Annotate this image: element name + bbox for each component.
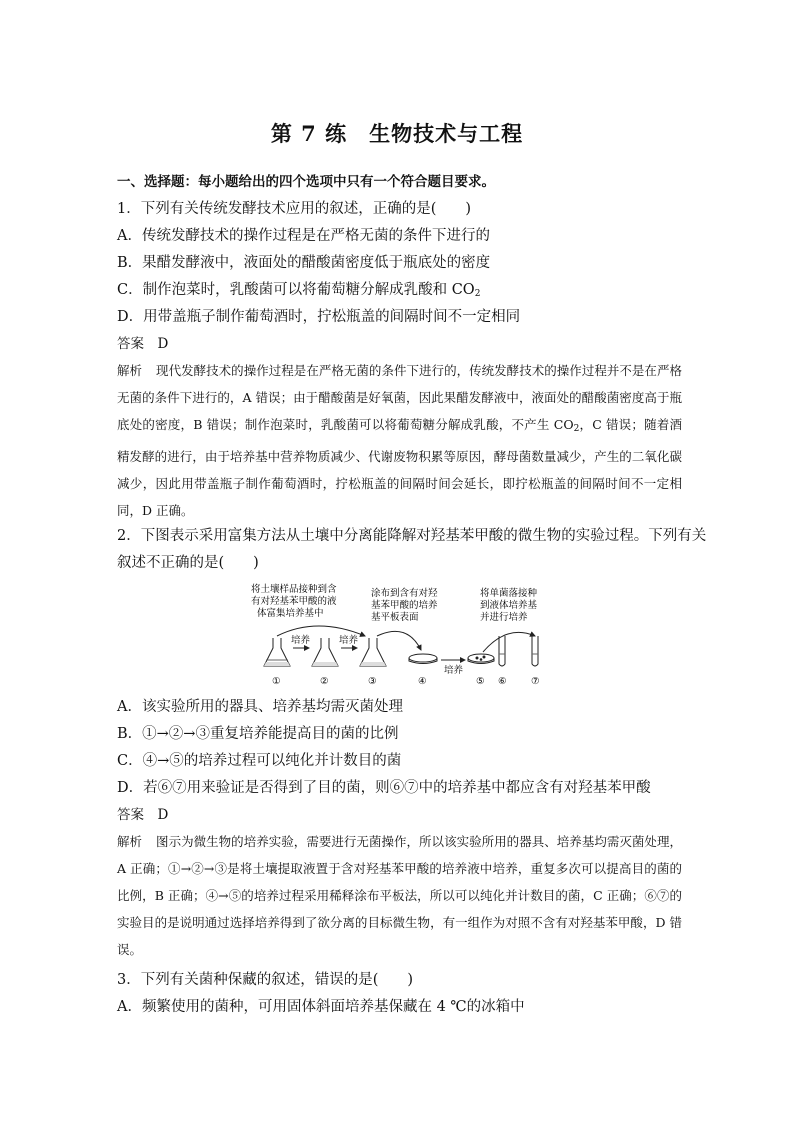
- q3-stem: 3．下列有关菌种保藏的叙述，错误的是( ): [117, 972, 414, 988]
- q1-explanation: [117, 357, 682, 524]
- fig-n7: ⑦: [531, 676, 540, 687]
- fig-note3-l3: 并进行培养: [480, 612, 528, 623]
- q1-option-c-sub: 2: [474, 289, 481, 299]
- q2-explanation: [117, 828, 682, 963]
- fig-note1-l3: 体富集培养基中: [257, 608, 324, 619]
- fig-note2-l1: 涂布到含有对羟: [371, 588, 438, 599]
- fig-note3-l2: 到液体培养基: [480, 600, 538, 611]
- fig-note1-l2: 有对羟基苯甲酸的液: [251, 596, 337, 607]
- q2-stem-line1: 2．下图表示采用富集方法从土壤中分离能降解对羟基苯甲酸的微生物的实验过程。下列有关: [117, 528, 707, 544]
- enrichment-diagram: [247, 580, 547, 692]
- curve-3-4: [377, 631, 421, 650]
- q1-option-b: B．果醋发酵液中，液面处的醋酸菌密度低于瓶底处的密度: [117, 255, 491, 271]
- fig-n6: ⑥: [498, 676, 507, 687]
- fig-note2-l2: 基苯甲酸的培养: [371, 600, 438, 611]
- fig-note3-l1: 将单菌落接种: [480, 588, 538, 599]
- q1-exp-sub: 2: [573, 424, 580, 434]
- q2-option-b: B．①→②→③重复培养能提高目的菌的比例: [117, 726, 399, 742]
- q2-option-d: D．若⑥⑦用来验证是否得到了目的菌，则⑥⑦中的培养基中都应含有对羟基苯甲酸: [117, 780, 651, 796]
- fig-n1: ①: [272, 676, 281, 687]
- plate-5: [468, 654, 494, 664]
- page-title: 第 7 练 生物技术与工程: [270, 121, 524, 146]
- q2-exp-label: 解析: [117, 834, 143, 849]
- q2-stem-line2: 叙述不正确的是( ): [117, 555, 259, 571]
- q1-exp-text-2: ，C 错误；随着酒精发酵的进行，由于培养基中营养物质减少、代谢废物积累等原因，酵母菌数量减少，产生的二氧化碳减少，因此用带盖瓶子制作葡萄酒时，拧松瓶盖的间隔时间会延长，即拧松瓶盖的间隔时间不一定相同，D 正确。: [117, 417, 682, 518]
- q1-exp-text-1: 现代发酵技术的操作过程是在严格无菌的条件下进行的，传统发酵技术的操作过程并不是在严格无菌的条件下进行的，A 错误；由于醋酸菌是好氧菌，因此果醋发酵液中，液面处的醋酸菌密度高于瓶底处的密度，B 错误；制作泡菜时，乳酸菌可以将葡萄糖分解成乳酸，不产生 CO: [117, 363, 682, 432]
- q2-answer: 答案 D: [117, 807, 169, 823]
- q2-exp-text: 图示为微生物的培养实验，需要进行无菌操作，所以该实验所用的器具、培养基均需灭菌处理，A 正确；①→②→③是将土壤提取液置于含对羟基苯甲酸的培养液中培养，重复多次可以提高目的菌的比例，B 正确；④→⑤的培养过程采用稀释涂布平板法，所以可以纯化并计数目的菌，C 正确；⑥⑦的实验目的是说明通过选择培养得到了欲分离的目标微生物，有一组作为对照不含有对羟基苯甲酸，D 错误。: [117, 834, 682, 957]
- q3-option-a: A．频繁使用的菌种，可用固体斜面培养基保藏在 4 ℃的冰箱中: [117, 999, 525, 1015]
- q1-option-a: A．传统发酵技术的操作过程是在严格无菌的条件下进行的: [117, 228, 490, 244]
- fig-arrow1-label: 培养: [291, 635, 311, 646]
- fig-arrow3-label: 培养: [444, 665, 464, 676]
- fig-n5: ⑤: [476, 676, 485, 687]
- fig-n4: ④: [418, 676, 427, 687]
- q1-answer: 答案 D: [117, 336, 169, 352]
- tube-6: [499, 636, 505, 666]
- flask-1: [264, 638, 290, 666]
- fig-arrow2-label: 培养: [339, 635, 359, 646]
- fig-note2-l3: 基平板表面: [371, 612, 419, 623]
- plate-4: [409, 654, 437, 664]
- q1-exp-label: 解析: [117, 363, 143, 378]
- q2-option-c: C．④→⑤的培养过程可以纯化并计数目的菌: [117, 753, 402, 769]
- q1-stem: 1．下列有关传统发酵技术应用的叙述，正确的是( ): [117, 201, 472, 217]
- q1-option-d: D．用带盖瓶子制作葡萄酒时，拧松瓶盖的间隔时间不一定相同: [117, 309, 521, 325]
- tube-7: [532, 636, 538, 666]
- q1-option-c-text: C．制作泡菜时，乳酸菌可以将葡萄糖分解成乳酸和 CO: [117, 282, 475, 298]
- flask-3: [360, 638, 386, 666]
- fig-n3: ③: [368, 676, 377, 687]
- fig-note1-l1: 将土壤样品接种到含: [251, 584, 337, 595]
- fig-n2: ②: [320, 676, 329, 687]
- q2-option-a: A．该实验所用的器具、培养基均需灭菌处理: [117, 699, 403, 715]
- flask-2: [312, 638, 338, 666]
- q1-option-c: [117, 280, 480, 304]
- section-heading: 一、选择题：每小题给出的四个选项中只有一个符合题目要求。: [117, 174, 495, 190]
- curve-5-7: [483, 632, 535, 652]
